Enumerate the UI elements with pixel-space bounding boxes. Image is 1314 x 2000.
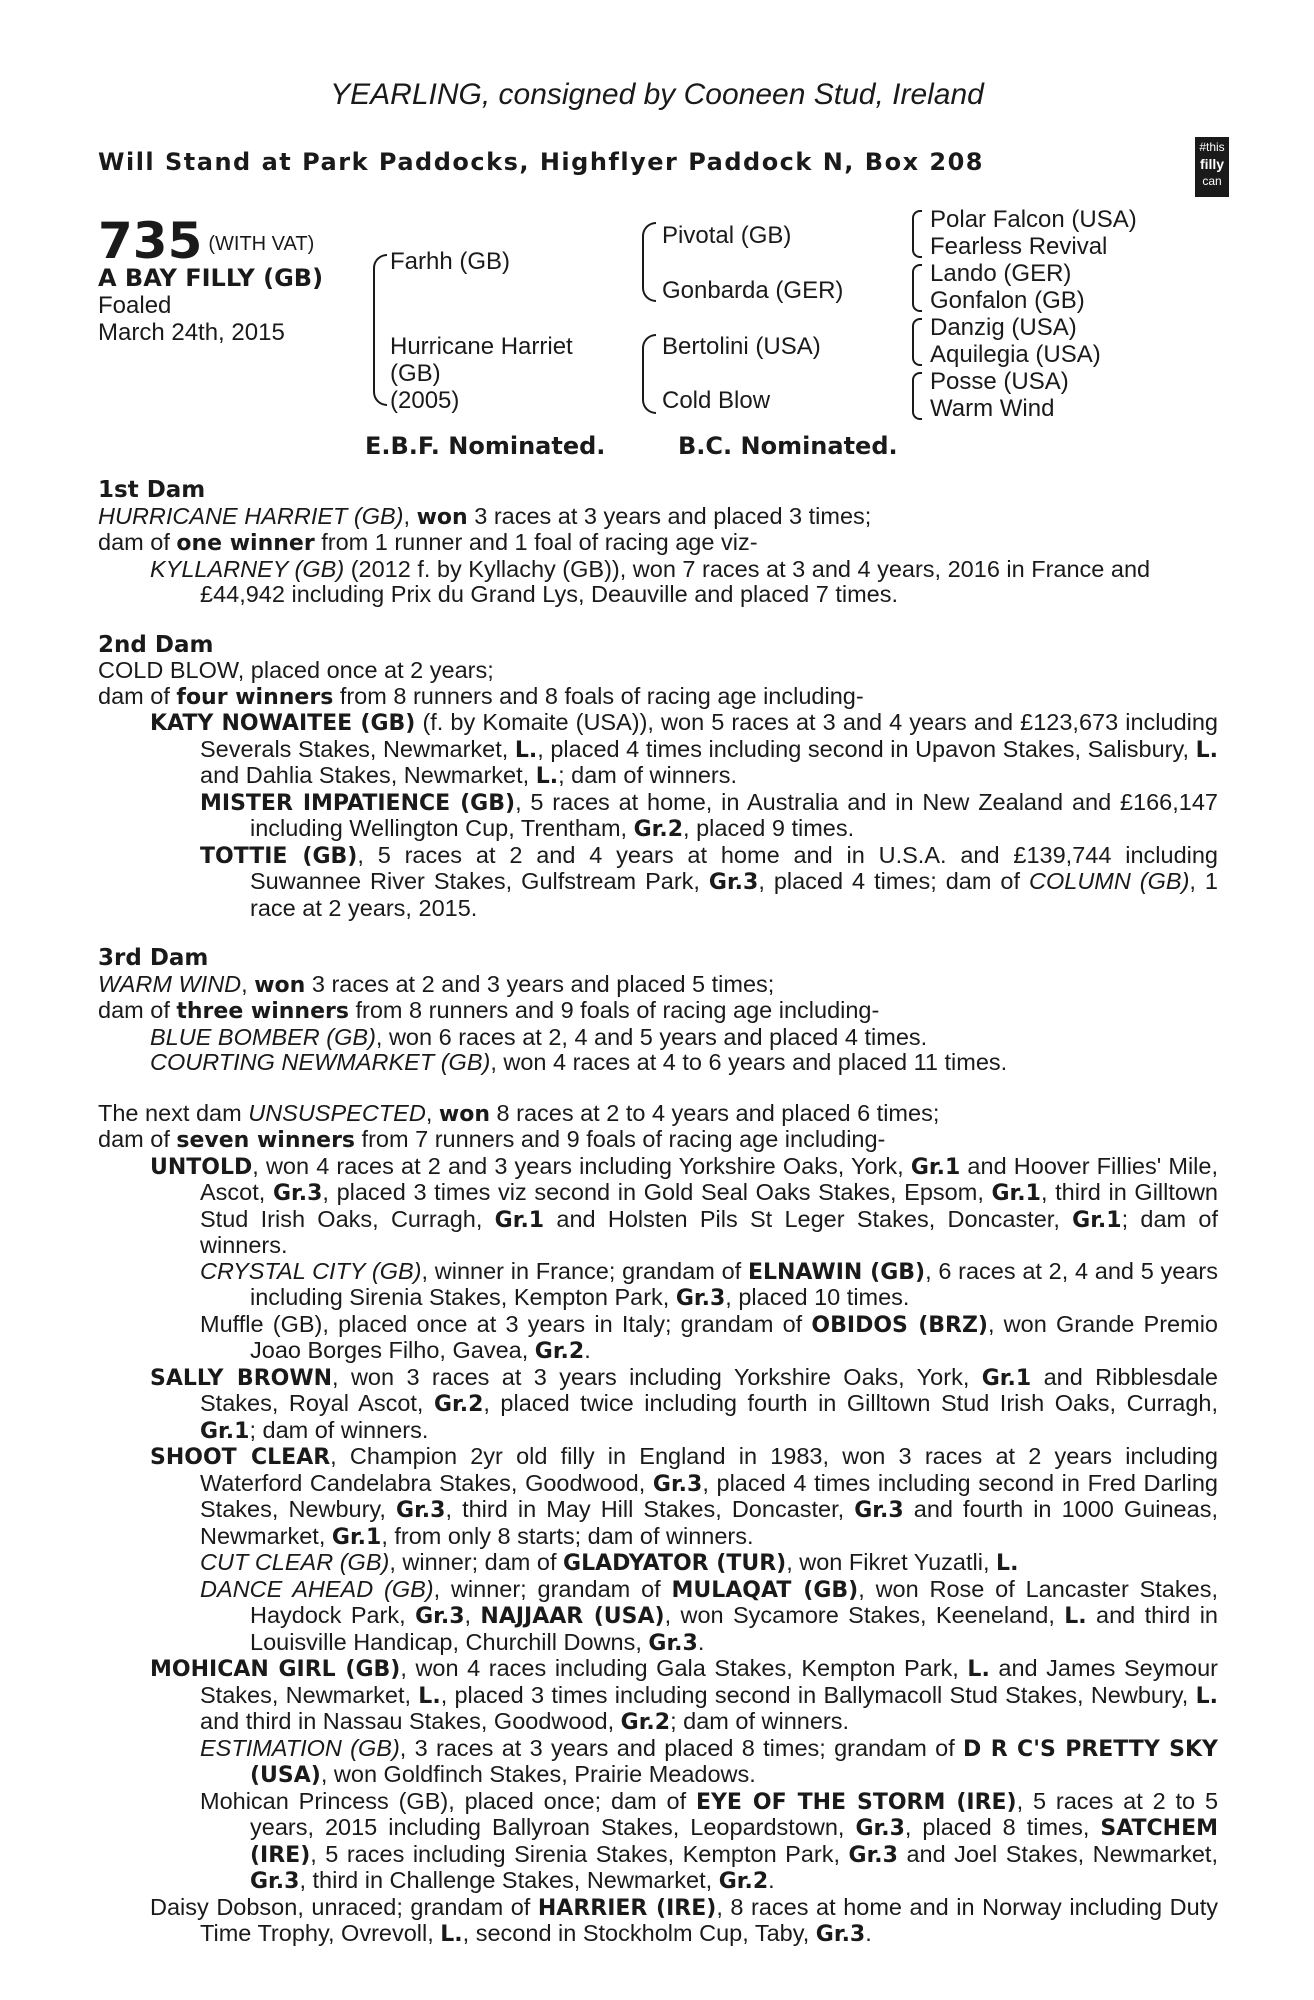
text: and Dahlia Stakes, Newmarket, bbox=[200, 762, 536, 788]
text: , 5 races including Sirenia Stakes, Kempton Park, bbox=[310, 1840, 849, 1867]
catalogue-body bbox=[98, 478, 1218, 1948]
text: , bbox=[464, 1602, 481, 1628]
text: Gr.1 bbox=[331, 1524, 382, 1550]
bc-nominated: B.C. Nominated. bbox=[678, 432, 898, 460]
dam-dam: Cold Blow bbox=[662, 387, 771, 414]
text: ELNAWIN (GB) bbox=[747, 1259, 926, 1285]
text: (f. by Komaite (USA)), won 5 races at 3 and 4 years and £123,673 including Severals Stakes, Newmarket, bbox=[200, 709, 1218, 762]
text: 3 races at 3 years and placed 3 times; bbox=[467, 502, 872, 529]
text: , placed 3 times including second in Ballymacoll Stud Stakes, Newbury, bbox=[440, 1681, 1196, 1708]
second-dam-produce-summary bbox=[98, 684, 1218, 711]
third-dam-line bbox=[98, 972, 1218, 999]
text: Gr.1 bbox=[1072, 1207, 1122, 1233]
text: and Hoover Fillies' Mile, Ascot, bbox=[200, 1152, 1218, 1205]
horse-name: UNSUSPECTED bbox=[248, 1099, 426, 1126]
text: L. bbox=[967, 1657, 990, 1682]
text: L. bbox=[1195, 1683, 1218, 1709]
this-filly-can-logo bbox=[1195, 137, 1229, 197]
sire-dam: Gonbarda (GER) bbox=[662, 277, 844, 304]
text: won bbox=[416, 504, 468, 530]
vat-label: (WITH VAT) bbox=[208, 233, 315, 255]
text: , 5 races at 2 and 4 years at home and in U.S.A. and £139,744 including Suwannee River Stakes, Gulfstream Park, bbox=[250, 841, 1218, 894]
produce-entry bbox=[98, 557, 1218, 608]
pedigree-brace bbox=[373, 254, 387, 406]
text: Gr.1 bbox=[910, 1154, 961, 1180]
ancestor: Lando (GER) bbox=[930, 260, 1072, 287]
text: won bbox=[438, 1101, 490, 1127]
text: and James Seymour Stakes, Newmarket, bbox=[200, 1655, 1219, 1708]
text: Gr.1 bbox=[494, 1207, 545, 1233]
text: dam of bbox=[98, 529, 177, 555]
text: and Holsten Pils St Leger Stakes, Doncaster, bbox=[544, 1205, 1073, 1232]
produce-entry bbox=[98, 1154, 1218, 1259]
text: , bbox=[241, 970, 255, 997]
text: , winner in France; grandam of bbox=[421, 1257, 748, 1284]
produce-entry bbox=[98, 1736, 1218, 1789]
text: Daisy Dobson, unraced; grandam of bbox=[150, 1893, 538, 1920]
third-generation bbox=[930, 206, 1137, 422]
text: , placed 4 times including second in Upavon Stakes, Salisbury, bbox=[537, 735, 1196, 762]
first-dam-heading: 1st Dam bbox=[98, 477, 206, 503]
text: Mohican Princess (GB), placed once; dam of bbox=[200, 1787, 696, 1814]
text: Gr.3 bbox=[855, 1816, 905, 1841]
text: COLUMN (GB) bbox=[1029, 868, 1190, 894]
next-dam-line bbox=[98, 1101, 1218, 1128]
text: from 7 runners and 9 foals of racing age including- bbox=[355, 1126, 886, 1152]
text: Gr.1 bbox=[991, 1181, 1041, 1206]
badge-line: can bbox=[1202, 174, 1222, 188]
produce-entry bbox=[98, 1789, 1218, 1895]
text: Gr.3 bbox=[675, 1286, 726, 1311]
text: , winner; grandam of bbox=[433, 1575, 672, 1602]
text: SATCHEM (IRE) bbox=[250, 1816, 1219, 1868]
horse-name: KYLLARNEY (GB) bbox=[150, 555, 345, 582]
ancestor: Danzig (USA) bbox=[930, 314, 1077, 341]
text: OBIDOS (BRZ) bbox=[811, 1312, 988, 1338]
text: , Champion 2yr old filly in England in 1983, won 3 races at 2 years including Waterford Candelabra Stakes, Goodwood, bbox=[200, 1443, 1218, 1496]
text: , placed 8 times, bbox=[904, 1814, 1101, 1840]
text: one winner bbox=[176, 531, 315, 556]
text: and third in Nassau Stakes, Goodwood, bbox=[200, 1708, 621, 1734]
text: , 5 races at home, in Australia and in New Zealand and £166,147 including Wellington Cup, Trentham, bbox=[250, 788, 1218, 841]
text: and Ribblesdale Stakes, Royal Ascot, bbox=[200, 1363, 1218, 1416]
horse-name: MISTER IMPATIENCE (GB) bbox=[200, 790, 516, 816]
lot-number: 735 bbox=[98, 212, 203, 270]
text: Gr.3 bbox=[848, 1842, 898, 1868]
text: , 6 races at 2, 4 and 5 years including Sirenia Stakes, Kempton Park, bbox=[250, 1257, 1218, 1310]
spacer bbox=[98, 608, 1218, 633]
badge-line: filly bbox=[1199, 156, 1225, 172]
stand-location: Will Stand at Park Paddocks, Highflyer Paddock N, Box 208 bbox=[98, 148, 984, 176]
text: ; dam of winners. bbox=[670, 1708, 850, 1734]
text: , second in Stockholm Cup, Taby, bbox=[462, 1920, 816, 1946]
text: Gr.3 bbox=[648, 1630, 698, 1656]
text: Gr.3 bbox=[708, 870, 759, 895]
text: Gr.3 bbox=[396, 1498, 446, 1523]
text: HARRIER (IRE) bbox=[537, 1895, 717, 1921]
text: Gr.2 bbox=[633, 817, 684, 842]
text: NAJJAAR (USA) bbox=[480, 1604, 665, 1629]
text: Gr.2 bbox=[534, 1339, 585, 1364]
horse-description: A BAY FILLY (GB) bbox=[98, 264, 324, 292]
text: , from only 8 starts; dam of winners. bbox=[381, 1522, 754, 1549]
lot-number-block bbox=[98, 212, 314, 270]
foaled-date: March 24th, 2015 bbox=[98, 319, 285, 346]
next-dam-produce-summary bbox=[98, 1127, 1218, 1154]
horse-name: UNTOLD bbox=[150, 1154, 253, 1180]
text: , won 3 races at 3 years including Yorkshire Oaks, York, bbox=[332, 1363, 982, 1390]
text: and third in Louisville Handicap, Churchill Downs, bbox=[250, 1602, 1218, 1655]
produce-entry bbox=[98, 1656, 1218, 1736]
text: L. bbox=[418, 1683, 441, 1709]
text: , placed 4 times including second in Fred Darling Stakes, Newbury, bbox=[200, 1469, 1218, 1522]
text: , won 4 races including Gala Stakes, Kempton Park, bbox=[400, 1655, 968, 1681]
horse-name: SHOOT CLEAR bbox=[150, 1445, 331, 1470]
produce-entry bbox=[98, 710, 1218, 790]
third-dam-produce-summary bbox=[98, 998, 1218, 1025]
text: L. bbox=[1064, 1604, 1087, 1629]
ancestor: Aquilegia (USA) bbox=[930, 341, 1101, 368]
text: , won 6 races at 2, 4 and 5 years and placed 4 times. bbox=[375, 1023, 928, 1050]
text: L. bbox=[440, 1922, 463, 1947]
text: Gr.2 bbox=[718, 1869, 769, 1894]
produce-entry bbox=[98, 1259, 1218, 1312]
text: , 3 races at 3 years and placed 8 times; grandam of bbox=[399, 1734, 964, 1761]
text: , placed 10 times. bbox=[725, 1284, 910, 1310]
text: Gr.3 bbox=[815, 1922, 866, 1947]
spacer bbox=[98, 921, 1218, 946]
produce-entry bbox=[98, 1895, 1218, 1948]
text: Gr.3 bbox=[272, 1181, 323, 1206]
pedigree-brace bbox=[912, 372, 922, 420]
sire-sire: Pivotal (GB) bbox=[662, 222, 792, 249]
text: . bbox=[768, 1867, 775, 1893]
dam-name-line: Hurricane Harriet bbox=[390, 333, 573, 360]
text: , won Fikret Yuzatli, bbox=[786, 1549, 997, 1575]
horse-name: KATY NOWAITEE (GB) bbox=[150, 711, 416, 736]
text: three winners bbox=[176, 999, 349, 1024]
ancestor: Posse (USA) bbox=[930, 368, 1069, 395]
text: , 8 races at home and in Norway including Duty Time Trophy, Ovrevoll, bbox=[200, 1893, 1218, 1946]
text: from 8 runners and 9 foals of racing age including- bbox=[348, 997, 880, 1023]
dam-sire: Bertolini (USA) bbox=[662, 333, 821, 360]
pedigree-brace bbox=[642, 222, 656, 302]
horse-name: SALLY BROWN bbox=[150, 1365, 333, 1391]
text: dam of bbox=[98, 682, 177, 709]
dam bbox=[390, 333, 573, 414]
produce-entry bbox=[98, 843, 1218, 922]
text: , placed 4 times; dam of bbox=[758, 868, 1029, 894]
produce-entry bbox=[98, 1025, 1218, 1051]
text: , 5 races at 2 to 5 years, 2015 including Ballyroan Stakes, Leopardstown, bbox=[250, 1787, 1219, 1840]
text: seven winners bbox=[176, 1128, 356, 1153]
text: , won Goldfinch Stakes, Prairie Meadows. bbox=[320, 1761, 756, 1787]
text: Gr.1 bbox=[200, 1418, 250, 1444]
ebf-nominated: E.B.F. Nominated. bbox=[365, 432, 606, 460]
ancestor: Warm Wind bbox=[930, 395, 1055, 422]
text: ; dam of winners. bbox=[200, 1205, 1218, 1258]
text: from 1 runner and 1 foal of racing age viz- bbox=[314, 529, 758, 555]
text: 3 races at 2 and 3 years and placed 5 times; bbox=[305, 970, 775, 997]
pedigree-brace bbox=[642, 334, 656, 414]
text: won bbox=[254, 972, 306, 998]
first-dam-line bbox=[98, 504, 1218, 531]
text: , won 4 races at 4 to 6 years and placed 11 times. bbox=[490, 1049, 1008, 1075]
text: four winners bbox=[176, 684, 334, 710]
text: L. bbox=[514, 737, 538, 763]
text: L. bbox=[996, 1551, 1019, 1576]
text: L. bbox=[535, 764, 559, 789]
text: , won Rose of Lancaster Stakes, Haydock Park, bbox=[250, 1575, 1218, 1628]
text: Gr.3 bbox=[250, 1869, 300, 1894]
text: The next dam bbox=[98, 1099, 249, 1126]
pedigree-brace bbox=[912, 210, 922, 258]
produce-entry bbox=[98, 1312, 1218, 1365]
horse-name: TOTTIE (GB) bbox=[200, 843, 358, 869]
produce-entry bbox=[98, 1050, 1218, 1076]
foaled-label: Foaled bbox=[98, 292, 172, 319]
text: ; dam of winners. bbox=[249, 1416, 429, 1443]
text: , placed 3 times viz second in Gold Seal Oaks Stakes, Epsom, bbox=[322, 1179, 992, 1205]
text: Gr.2 bbox=[433, 1392, 484, 1417]
badge-line: #this bbox=[1199, 140, 1225, 154]
ancestor: Fearless Revival bbox=[930, 233, 1108, 260]
text: MULAQAT (GB) bbox=[671, 1577, 859, 1603]
text: , third in Challenge Stakes, Newmarket, bbox=[299, 1867, 719, 1893]
produce-entry bbox=[98, 1550, 1218, 1577]
text: , third in May Hill Stakes, Doncaster, bbox=[445, 1496, 855, 1522]
produce-entry bbox=[98, 790, 1218, 843]
produce-entry bbox=[98, 1444, 1218, 1550]
produce-entry bbox=[98, 1577, 1218, 1657]
horse-name: DANCE AHEAD (GB) bbox=[200, 1575, 434, 1602]
horse-name: WARM WIND bbox=[98, 970, 242, 997]
sire: Farhh (GB) bbox=[390, 248, 511, 275]
text: from 8 runners and 8 foals of racing age including- bbox=[333, 682, 864, 709]
text: EYE OF THE STORM (IRE) bbox=[695, 1789, 1017, 1815]
text: and Joel Stakes, Newmarket, bbox=[897, 1840, 1218, 1867]
text: and fourth in 1000 Guineas, Newmarket, bbox=[200, 1496, 1218, 1549]
text: Gr.3 bbox=[854, 1498, 904, 1523]
text: . bbox=[697, 1628, 705, 1655]
first-dam-produce-summary bbox=[98, 530, 1218, 557]
dam-year: (2005) bbox=[390, 387, 460, 414]
produce-entry bbox=[98, 1365, 1218, 1445]
text: , won 4 races at 2 and 3 years including Yorkshire Oaks, York, bbox=[252, 1152, 911, 1179]
text: L. bbox=[1195, 737, 1218, 763]
ancestor: Polar Falcon (USA) bbox=[930, 206, 1137, 233]
text: , 1 race at 2 years, 2015. bbox=[250, 868, 1218, 921]
page-title: YEARLING, consigned by Cooneen Stud, Ireland bbox=[330, 78, 984, 111]
text: . bbox=[865, 1920, 872, 1946]
text: , bbox=[425, 1099, 439, 1126]
horse-name: BLUE BOMBER (GB) bbox=[150, 1023, 376, 1050]
horse-name: CRYSTAL CITY (GB) bbox=[200, 1257, 422, 1284]
spacer bbox=[98, 1076, 1218, 1101]
text: dam of bbox=[98, 997, 177, 1023]
text: , bbox=[403, 502, 417, 529]
text: , won Grande Premio Joao Borges Filho, Gavea, bbox=[250, 1310, 1218, 1363]
text: dam of bbox=[98, 1126, 177, 1152]
horse-name: MOHICAN GIRL (GB) bbox=[150, 1657, 401, 1682]
text: Gr.3 bbox=[415, 1604, 465, 1629]
text: D R C'S PRETTY SKY (USA) bbox=[250, 1736, 1218, 1788]
foaled-info bbox=[98, 292, 285, 346]
text: , placed twice including fourth in Gilltown Stud Irish Oaks, Curragh, bbox=[483, 1390, 1218, 1416]
text: , third in Gilltown Stud Irish Oaks, Curragh, bbox=[200, 1179, 1218, 1232]
pedigree-brace bbox=[912, 318, 922, 366]
text: ; dam of winners. bbox=[558, 762, 738, 788]
text: (2012 f. by Kyllachy (GB)), won 7 races at 3 and 4 years, 2016 in France and £44,942 including Prix du Grand Lys, Deauville and placed 7 times. bbox=[200, 555, 1151, 607]
text: GLADYATOR (TUR) bbox=[563, 1551, 787, 1576]
pedigree-brace bbox=[912, 264, 922, 312]
horse-name: COURTING NEWMARKET (GB) bbox=[150, 1049, 491, 1075]
second-dam-heading: 2nd Dam bbox=[98, 631, 214, 658]
text: . bbox=[584, 1337, 591, 1363]
horse-name: HURRICANE HARRIET (GB) bbox=[98, 502, 404, 529]
second-dam-line: COLD BLOW, placed once at 2 years; bbox=[98, 657, 494, 683]
text: Gr.3 bbox=[652, 1471, 703, 1497]
third-dam-heading: 3rd Dam bbox=[98, 945, 209, 971]
text: , won Sycamore Stakes, Keeneland, bbox=[664, 1602, 1065, 1628]
text: 8 races at 2 to 4 years and placed 6 times; bbox=[489, 1099, 940, 1126]
text: , winner; dam of bbox=[389, 1549, 564, 1575]
text: , placed 9 times. bbox=[683, 815, 855, 841]
ancestor: Gonfalon (GB) bbox=[930, 287, 1085, 314]
horse-name: CUT CLEAR (GB) bbox=[200, 1549, 390, 1575]
dam-name-line: (GB) bbox=[390, 360, 441, 387]
horse-name: ESTIMATION (GB) bbox=[200, 1734, 400, 1761]
text: Gr.2 bbox=[620, 1710, 671, 1735]
text: Gr.1 bbox=[981, 1365, 1032, 1391]
text: Muffle (GB), placed once at 3 years in Italy; grandam of bbox=[200, 1310, 812, 1337]
